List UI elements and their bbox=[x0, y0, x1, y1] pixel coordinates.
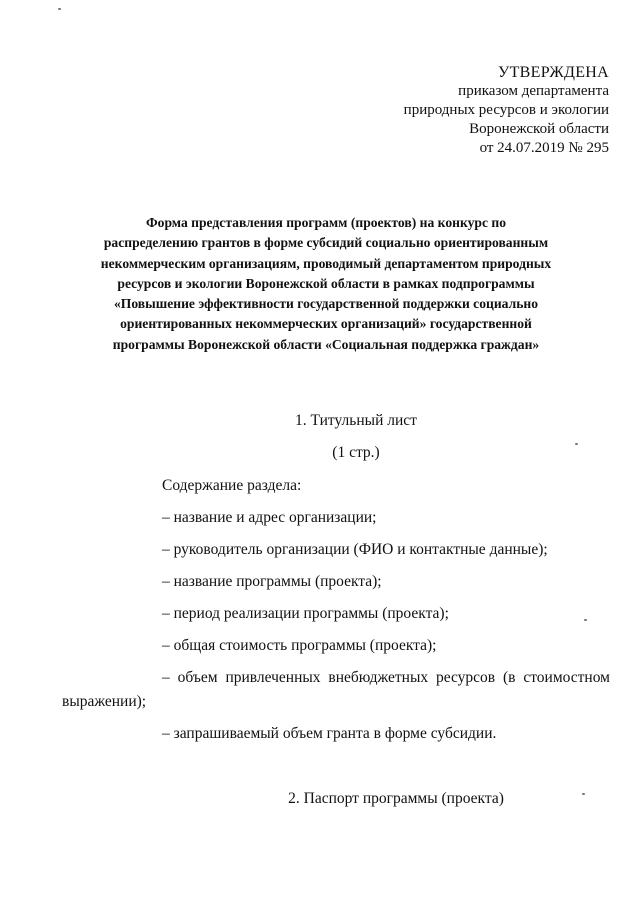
form-title-line: ориентированных некоммерческих организаций» государственной bbox=[120, 316, 532, 332]
list-item: – период реализации программы (проекта); bbox=[162, 605, 449, 622]
list-item: – объем привлеченных внебюджетных ресурсов (в стоимостном bbox=[162, 669, 610, 686]
list-item: – руководитель организации (ФИО и контактные данные); bbox=[162, 541, 548, 558]
approval-line: Воронежской области bbox=[469, 121, 609, 137]
scan-speck bbox=[575, 443, 578, 445]
form-title-line: программы Воронежской области «Социальная поддержка граждан» bbox=[112, 336, 540, 352]
form-title-line: «Повышение эффективности государственной поддержки социально bbox=[113, 296, 539, 312]
scan-speck bbox=[582, 793, 585, 795]
list-item-continuation: выражении); bbox=[62, 693, 147, 710]
section-1-page-count: (1 стр.) bbox=[332, 444, 380, 461]
form-title-line: Форма представления программ (проектов) на конкурс по bbox=[145, 215, 507, 230]
scan-speck bbox=[584, 619, 587, 621]
section-1-title: 1. Титульный лист bbox=[295, 412, 417, 429]
form-title-line: ресурсов и экологии Воронежской области в рамках подпрограммы bbox=[117, 275, 535, 291]
content-list bbox=[162, 508, 610, 756]
approval-line: приказом департамента bbox=[458, 83, 609, 99]
approval-stamp bbox=[404, 63, 609, 158]
list-item: – название программы (проекта); bbox=[162, 573, 382, 590]
form-title bbox=[62, 213, 590, 355]
form-title-line: распределению грантов в форме субсидий социально ориентированным bbox=[103, 235, 549, 251]
list-item: – общая стоимость программы (проекта); bbox=[162, 637, 437, 654]
list-item: – название и адрес организации; bbox=[162, 509, 377, 526]
approval-line: природных ресурсов и экологии bbox=[403, 102, 609, 118]
content-heading: Содержание раздела: bbox=[162, 477, 302, 494]
list-item: – запрашиваемый объем гранта в форме субсидии. bbox=[162, 725, 497, 742]
scan-speck bbox=[58, 8, 61, 10]
approval-heading: УТВЕРЖДЕНА bbox=[497, 64, 609, 81]
form-title-line: некоммерческим организациям, проводимый департаментом природных bbox=[100, 255, 552, 271]
section-2-title: 2. Паспорт программы (проекта) bbox=[288, 790, 504, 807]
approval-order-date: от 24.07.2019 № 295 bbox=[479, 140, 609, 156]
